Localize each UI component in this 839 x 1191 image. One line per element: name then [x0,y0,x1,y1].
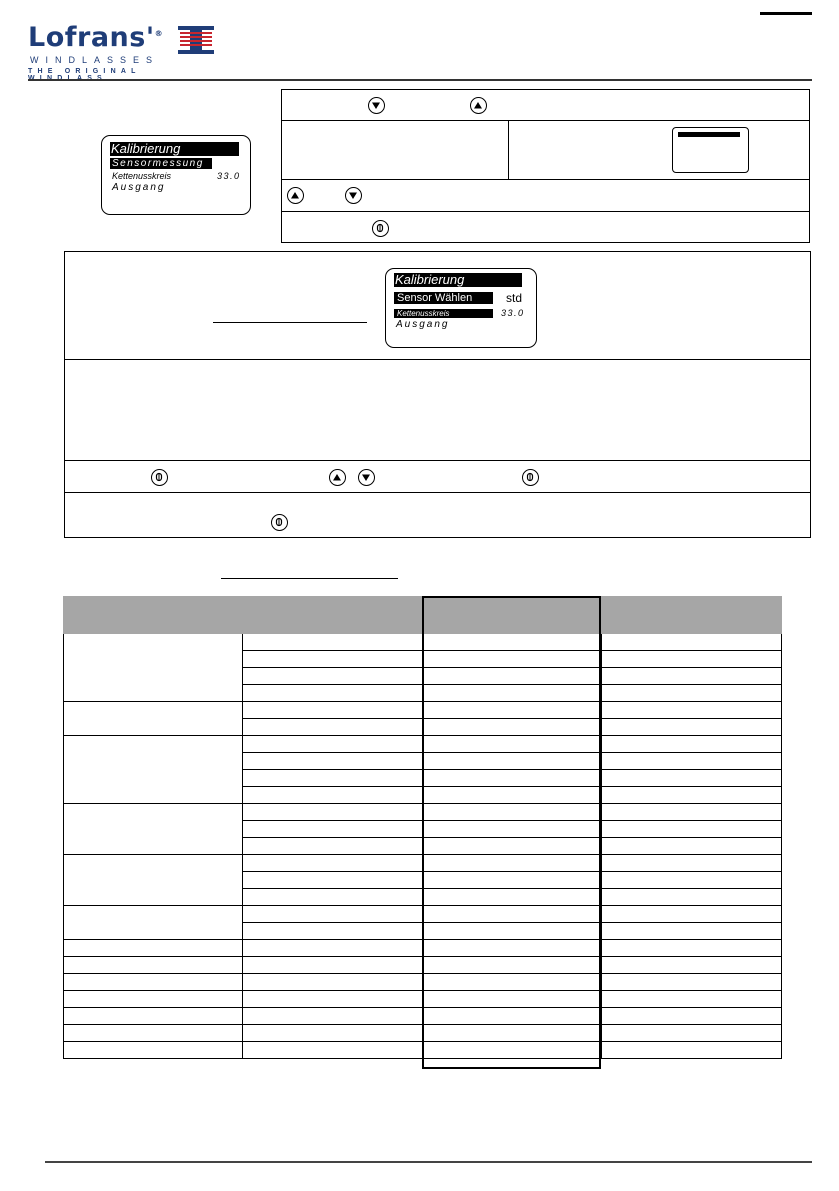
table-cell [243,753,423,770]
table-row [64,855,782,872]
table-cell [423,1008,602,1025]
table-cell [602,906,782,923]
table-cell [602,838,782,855]
footer-rule [45,1161,812,1163]
table-cell [602,957,782,974]
table-cell [423,753,602,770]
table-cell [243,702,423,719]
logo-tagline: WINDLASSES [30,55,160,65]
table-cell [602,651,782,668]
table-caption-underline [221,578,398,579]
divider [64,460,810,461]
power-button[interactable] [522,469,539,486]
table-cell [243,1042,423,1059]
sensor-calibration-table [63,596,782,1059]
table-cell [602,753,782,770]
table-cell [423,855,602,872]
underline [213,322,367,323]
table-cell [423,685,602,702]
table-cell [243,668,423,685]
table-cell [64,1025,243,1042]
table-cell [423,634,602,651]
table-cell [602,991,782,1008]
table-cell [64,1042,243,1059]
table-cell [423,923,602,940]
table-cell [602,770,782,787]
table-cell [423,906,602,923]
table-cell [64,1008,243,1025]
table-cell-group [64,804,243,855]
table-cell [602,1042,782,1059]
table-row [64,991,782,1008]
table-cell [423,889,602,906]
table-cell [602,719,782,736]
table-cell [602,872,782,889]
table-cell [243,787,423,804]
arrow-down-button[interactable] [345,187,362,204]
divider [64,359,810,360]
table-cell [423,1042,602,1059]
table-cell [243,838,423,855]
power-button[interactable] [151,469,168,486]
table-cell [602,702,782,719]
lcd-selected-item: Sensormessung [110,158,212,169]
divider [281,179,809,180]
table-cell [423,804,602,821]
table-cell [243,736,423,753]
lcd-display-sensor-select [385,268,537,348]
power-button[interactable] [372,220,389,237]
divider [281,120,809,121]
lcd-title: Kalibrierung [110,142,239,156]
table-cell [602,855,782,872]
table-row [64,1008,782,1025]
table-cell [423,702,602,719]
arrow-down-button[interactable] [368,97,385,114]
divider [64,492,810,493]
table-cell [602,804,782,821]
table-cell [243,821,423,838]
header-rule [28,79,812,81]
table-cell [64,957,243,974]
table-cell [602,889,782,906]
table-row [64,974,782,991]
table-cell [64,974,243,991]
table-cell [243,685,423,702]
divider [281,211,809,212]
table-cell [602,821,782,838]
table-cell [243,991,423,1008]
windlass-logo-icon [178,26,214,54]
lcd-row-exit: Ausgang [112,182,166,193]
table-cell [602,1025,782,1042]
table-cell [602,1008,782,1025]
mini-display-highlight [678,132,740,137]
table-cell-group [64,906,243,940]
divider [508,120,509,179]
table-row [64,1025,782,1042]
table-cell-group [64,702,243,736]
table-row [64,634,782,651]
table-row [64,957,782,974]
table-cell [243,855,423,872]
table-cell [243,906,423,923]
table-header-cell [423,597,602,634]
table-cell [602,685,782,702]
table-header-cell [602,597,782,634]
table-cell [243,923,423,940]
table-cell [243,974,423,991]
table-cell [243,1025,423,1042]
table-cell-group [64,855,243,906]
table-cell [602,940,782,957]
table-cell [243,719,423,736]
lcd-selected-value: std [506,291,523,305]
table-cell [243,651,423,668]
table-row [64,804,782,821]
lcd-display-calibration [101,135,251,215]
table-cell [423,821,602,838]
arrow-up-button[interactable] [287,187,304,204]
table-cell [423,1025,602,1042]
table-cell [602,634,782,651]
lcd-title: Kalibrierung [394,273,522,287]
table-row [64,1042,782,1059]
table-cell [243,804,423,821]
table-cell [64,991,243,1008]
table-cell [423,974,602,991]
lcd-row-exit: Ausgang [396,319,450,330]
arrow-up-button[interactable] [470,97,487,114]
table-header-row [64,597,782,634]
table-cell [602,923,782,940]
table-header-cell [243,597,423,634]
power-button[interactable] [271,514,288,531]
table-row [64,940,782,957]
table-cell [243,889,423,906]
table-cell [64,940,243,957]
table-cell-group [64,634,243,702]
table-cell [423,719,602,736]
lcd-row-label-highlighted: Kettenusskreis [394,309,493,318]
table-cell [423,872,602,889]
table-header-cell [64,597,243,634]
table-cell [423,651,602,668]
arrow-up-button[interactable] [329,469,346,486]
table-row [64,702,782,719]
lcd-row-label: Kettenusskreis [112,171,172,181]
table-cell [423,991,602,1008]
top-rule [760,12,812,15]
table-cell [423,957,602,974]
mini-display [672,127,749,173]
lcd-selected-item: Sensor Wählen [394,292,493,304]
table-cell [602,668,782,685]
table-cell [243,634,423,651]
table-cell [243,957,423,974]
table-cell [423,770,602,787]
table-cell [423,736,602,753]
table-cell-group [64,736,243,804]
logo-wordmark: Lofrans'® [28,22,164,53]
table-cell [602,787,782,804]
table-cell [423,668,602,685]
table-cell [602,974,782,991]
logo-subline: THE ORIGINAL [28,68,141,75]
table-cell [243,770,423,787]
table-cell [423,940,602,957]
table-cell [423,838,602,855]
lcd-row-value: 33.0 [217,171,241,181]
table-cell [243,1008,423,1025]
arrow-down-button[interactable] [358,469,375,486]
table-row [64,736,782,753]
table-cell [602,736,782,753]
table-row [64,906,782,923]
table-cell [243,872,423,889]
table-cell [423,787,602,804]
table-cell [243,940,423,957]
lcd-row-value: 33.0 [501,308,525,318]
lofrans-logo [28,22,218,78]
